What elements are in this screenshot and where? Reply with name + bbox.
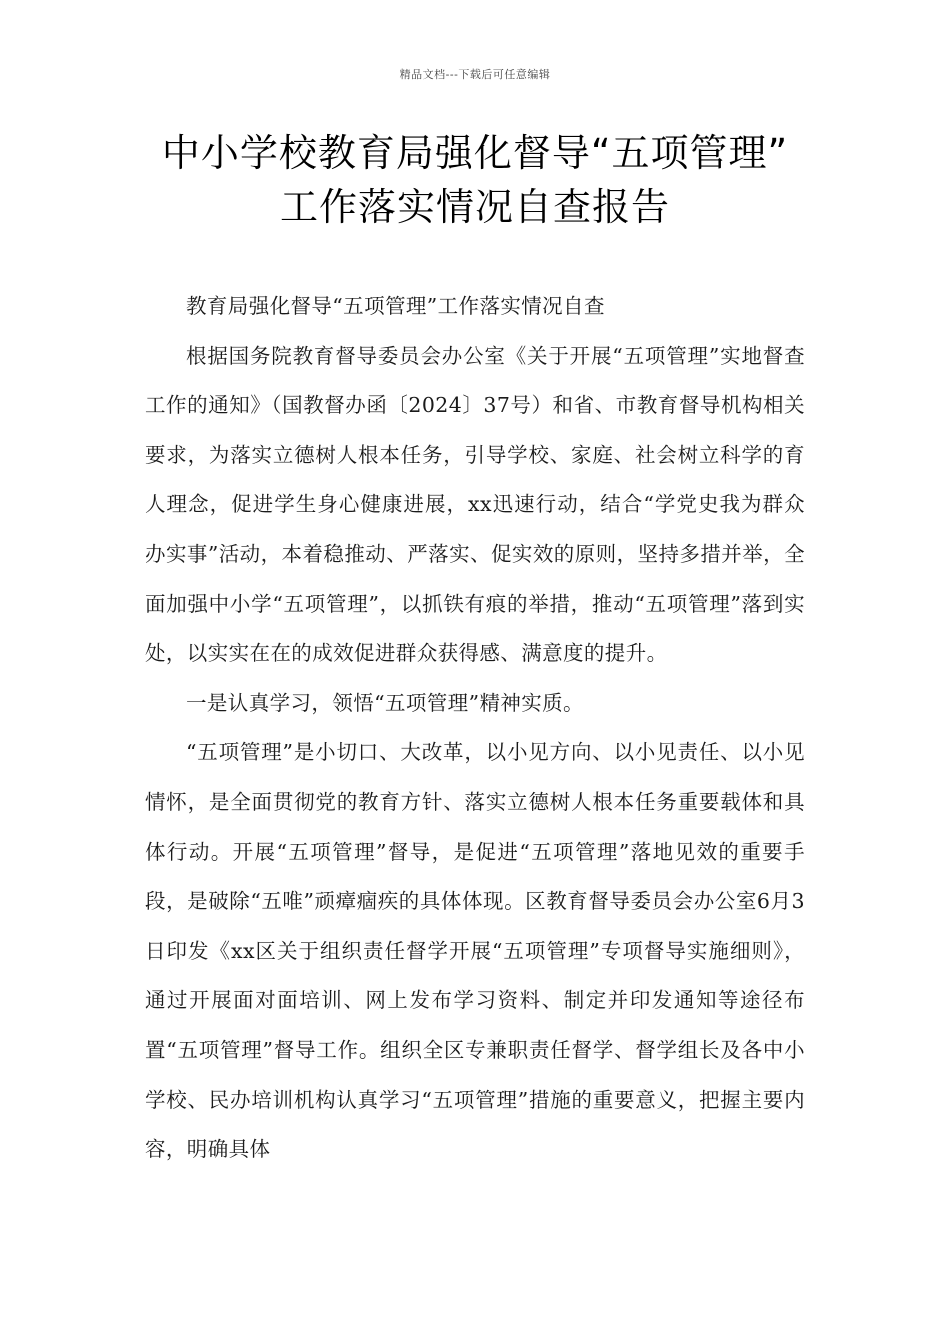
- paragraph-section-heading: 一是认真学习，领悟“五项管理”精神实质。: [186, 690, 584, 715]
- title-line-1: 中小学校教育局强化督导“五项管理”: [161, 131, 789, 175]
- title-line-2: 工作落实情况自查报告: [279, 185, 670, 229]
- paragraph-subtitle: 教育局强化督导“五项管理”工作落实情况自查: [186, 294, 605, 318]
- paragraph-section-body: “五项管理”是小切口、大改革，以小见方向、以小见责任、以小见情怀，是全面贯彻党的教育方针、落实立德树人根本任务重要载体和具体行动。开展“五项管理”督导，是促进“五项管理”落地见效的重要手段，是破除“五唯”顽瘴痼疾的具体体现。区教育督导委员会办公室6月3日印发《xx区关于组织责任督学开展“五项管理”专项督导实施细则》，通过开展面对面培训、网上发布学习资料、制定并印发通知等途径布置“五项管理”督导工作。组织全区专兼职责任督学、督学组长及各中小学校、民办培训机构认真学习“五项管理”措施的重要意义，把握主要内容，明确具体: [145, 740, 805, 1162]
- header-note: 精品文档---下载后可任意编辑: [399, 68, 551, 81]
- paragraph-intro: 根据国务院教育督导委员会办公室《关于开展“五项管理”实地督查工作的通知》（国教督办函〔2024〕37号）和省、市教育督导机构相关要求，为落实立德树人根本任务，引导学校、家庭、社会树立科学的育人理念，促进学生身心健康进展，xx迅速行动，结合“学党史我为群众办实事”活动，本着稳推动、严落实、促实效的原则，坚持多措并举，全面加强中小学“五项管理”，以抓铁有痕的举措，推动“五项管理”落到实处，以实实在在的成效促进群众获得感、满意度的提升。: [145, 343, 805, 666]
- document-body: [145, 282, 805, 1175]
- document-title: [60, 126, 890, 234]
